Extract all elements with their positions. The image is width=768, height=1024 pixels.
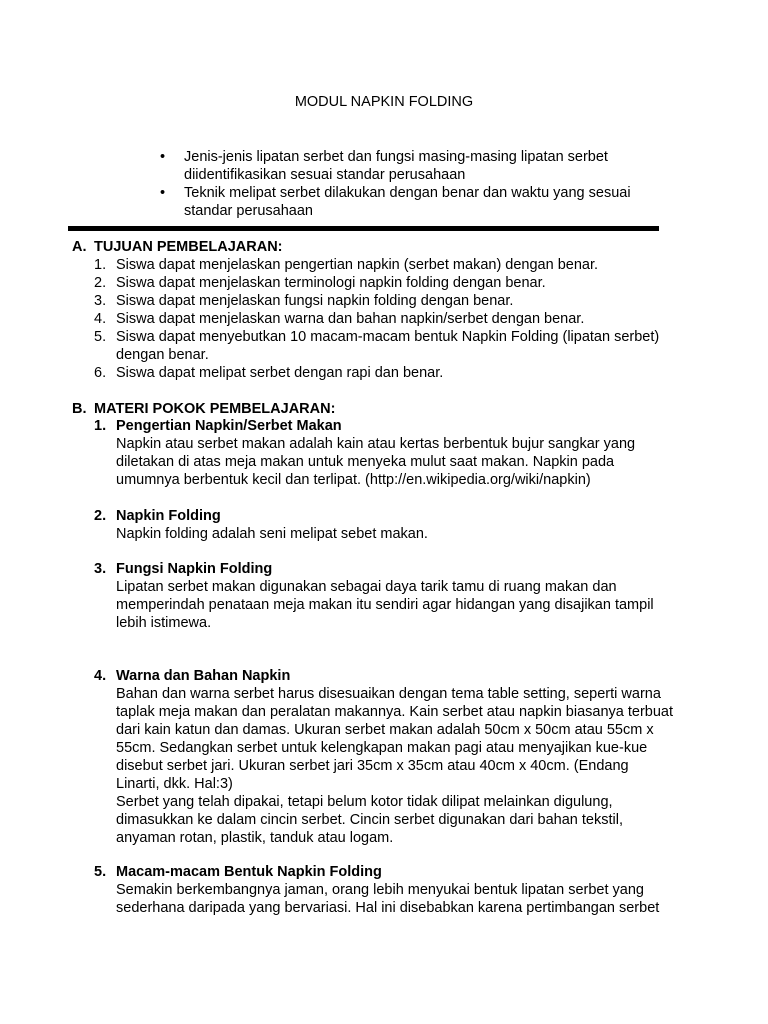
paragraph-line: taplak meja makan dan peralatan makannya. Kain serbet atau napkin biasanya terbuat: [116, 704, 673, 720]
paragraph-line: Napkin atau serbet makan adalah kain atau kertas berbentuk bujur sangkar yang: [116, 436, 636, 452]
subsection-heading: [94, 560, 712, 578]
list-item: [72, 328, 712, 364]
paragraph-line: memperindah penataan meja makan itu sendiri agar hidangan yang disajikan tampil: [116, 597, 654, 613]
paragraph-line: Serbet yang telah dipakai, tetapi belum kotor tidak dilipat melainkan digulung,: [116, 794, 613, 810]
subsection-heading: [94, 667, 712, 685]
paragraph-line: disebut serbet jari. Ukuran serbet jari 35cm x 35cm atau 40cm x 40cm. (Endang: [116, 758, 629, 774]
list-number: 5.: [94, 329, 107, 345]
list-line: Siswa dapat menjelaskan terminologi napkin folding dengan benar.: [116, 275, 546, 291]
subsection-napkin-folding: [72, 507, 712, 543]
paragraph-line: Semakin berkembangnya jaman, orang lebih menyukai bentuk lipatan serbet yang: [116, 882, 644, 898]
subsection-heading-text: Macam-macam Bentuk Napkin Folding: [116, 864, 382, 880]
subsection-fungsi: [72, 560, 712, 632]
subsection-warna-bahan: [72, 667, 712, 847]
subsection-heading: [94, 417, 712, 435]
subsection-heading: [94, 863, 712, 881]
subsection-heading-text: Pengertian Napkin/Serbet Makan: [116, 418, 342, 434]
subsection-heading-text: Napkin Folding: [116, 508, 221, 524]
bullet-icon: •: [160, 185, 166, 201]
bullet-line: Teknik melipat serbet dilakukan dengan benar dan waktu yang sesuai: [184, 185, 631, 201]
paragraph-line: dimasukkan ke dalam cincin serbet. Cincin serbet digunakan dari bahan tekstil,: [116, 812, 623, 828]
paragraph-line: Lipatan serbet makan digunakan sebagai daya tarik tamu di ruang makan dan: [116, 579, 617, 595]
list-item: [72, 310, 712, 328]
subsection-body: [72, 507, 712, 543]
paragraph-line: diletakan di atas meja makan untuk menyeka mulut saat makan. Napkin pada: [116, 454, 615, 470]
list-number: 1.: [94, 257, 107, 273]
document-title: MODUL NAPKIN FOLDING: [294, 94, 474, 110]
objective-bullet-list: [160, 148, 680, 220]
subsection-body: [72, 863, 712, 917]
subsection-macam-bentuk: [72, 863, 712, 917]
section-heading: [72, 400, 712, 418]
list-line: dengan benar.: [116, 347, 209, 363]
subsection-number: 2.: [94, 508, 107, 524]
paragraph-line: sederhana daripada yang bervariasi. Hal ini disebabkan karena pertimbangan serbet: [116, 900, 660, 916]
subsection-body: [72, 417, 712, 489]
paragraph-line: lebih istimewa.: [116, 615, 212, 631]
paragraph-line: anyaman rotan, plastik, tanduk atau logam.: [116, 830, 394, 846]
subsection-heading: [94, 507, 712, 525]
list-item: [72, 292, 712, 310]
bullet-icon: •: [160, 149, 166, 165]
bullet-line: standar perusahaan: [184, 203, 313, 219]
section-tujuan: [72, 238, 712, 382]
paragraph-line: umumnya berbentuk kecil dan terlipat. (http://en.wikipedia.org/wiki/napkin): [116, 472, 591, 488]
list-number: 2.: [94, 275, 107, 291]
subsection-number: 1.: [94, 418, 107, 434]
list-item: [72, 364, 712, 382]
list-line: Siswa dapat menjelaskan fungsi napkin folding dengan benar.: [116, 293, 514, 309]
list-number: 6.: [94, 365, 107, 381]
bullet-item: [160, 184, 680, 220]
section-heading: [72, 238, 712, 256]
subsection-number: 5.: [94, 864, 107, 880]
section-heading-text: TUJUAN PEMBELAJARAN:: [94, 239, 283, 255]
list-line: Siswa dapat melipat serbet dengan rapi dan benar.: [116, 365, 444, 381]
subsection-number: 3.: [94, 561, 107, 577]
list-number: 3.: [94, 293, 107, 309]
subsection-body: [72, 667, 712, 847]
subsection-number: 4.: [94, 668, 107, 684]
list-line: Siswa dapat menjelaskan pengertian napkin (serbet makan) dengan benar.: [116, 257, 599, 273]
section-letter: A.: [72, 239, 87, 255]
section-letter: B.: [72, 401, 87, 417]
subsection-heading-text: Warna dan Bahan Napkin: [116, 668, 291, 684]
paragraph-line: Linarti, dkk. Hal:3): [116, 776, 233, 792]
list-line: Siswa dapat menyebutkan 10 macam-macam bentuk Napkin Folding (lipatan serbet): [116, 329, 660, 345]
section-materi: [72, 400, 712, 418]
horizontal-divider: [68, 226, 659, 231]
paragraph-line: Napkin folding adalah seni melipat sebet makan.: [116, 526, 428, 542]
list-item: [72, 274, 712, 292]
list-number: 4.: [94, 311, 107, 327]
paragraph-line: dari kain katun dan damas. Ukuran serbet makan adalah 50cm x 50cm atau 55cm x: [116, 722, 654, 738]
section-heading-text: MATERI POKOK PEMBELAJARAN:: [94, 401, 336, 417]
list-item: [72, 256, 712, 274]
bullet-line: diidentifikasikan sesuai standar perusahaan: [184, 167, 466, 183]
bullet-line: Jenis-jenis lipatan serbet dan fungsi masing-masing lipatan serbet: [184, 149, 608, 165]
paragraph-line: 55cm. Sedangkan serbet untuk kelengkapan makan pagi atau menyajikan kue-kue: [116, 740, 648, 756]
subsection-pengertian: [72, 417, 712, 489]
subsection-body: [72, 560, 712, 632]
bullet-item: [160, 148, 680, 184]
paragraph-line: Bahan dan warna serbet harus disesuaikan dengan tema table setting, seperti warna: [116, 686, 661, 702]
subsection-heading-text: Fungsi Napkin Folding: [116, 561, 273, 577]
list-line: Siswa dapat menjelaskan warna dan bahan napkin/serbet dengan benar.: [116, 311, 585, 327]
